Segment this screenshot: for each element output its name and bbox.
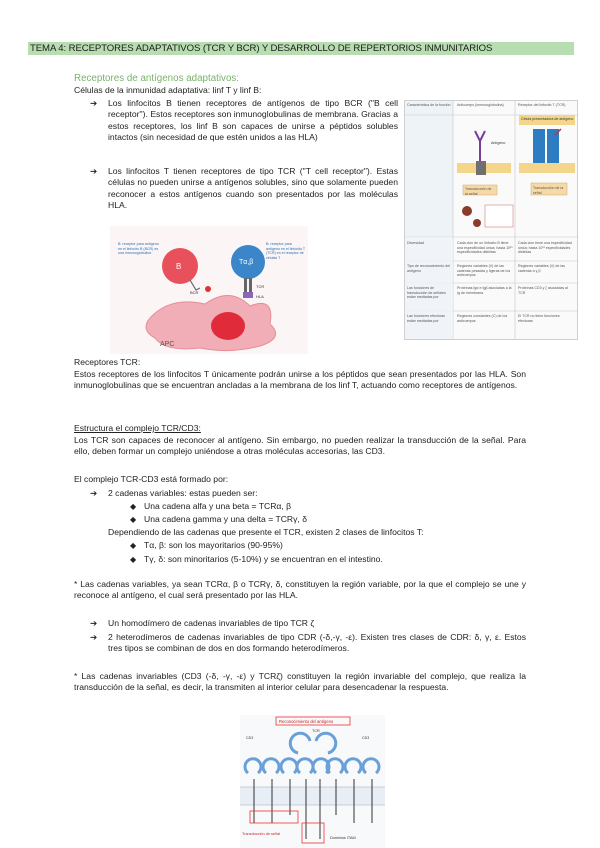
note-invariable-chains: * Las cadenas invariables (CD3 (-δ, -γ, -ε) y TCRζ) constituyen la región invariable del complejo, que realiza la transducción de la señal, es decir, la transmiten al interior celular para desencadenar la respuesta.: [74, 671, 526, 693]
comparison-figure: [404, 100, 578, 340]
complex-formed-text: El complejo TCR-CD3 está formado por:: [74, 474, 229, 484]
cd3-right-label: CD3: [362, 736, 370, 740]
antigen-label: Antígeno: [491, 141, 506, 145]
signal-transduction-label: Transducción de señal: [242, 832, 281, 836]
row-key-signaling: Las funciones de transducción de señales están mediadas por: [407, 286, 446, 300]
tcr-paragraph: Estos receptores de los linfocitos T únicamente podrán unirse a los péptidos que sean presentados por las HLA. Son inmunoglobulinas que se encuentran ancladas a la membrana de los linf T, actuando como receptores de antígenos.: [74, 369, 526, 391]
antigen-recognition-label: Reconocimiento del antígeno: [279, 719, 334, 724]
section-heading-antigen-receptors: Receptores de antígenos adaptativos:: [74, 73, 240, 84]
homodimer-item: ➔ Un homodímero de cadenas invariables de tipo TCR ζ: [90, 618, 315, 628]
row-a-diversity: Cada clon de un linfocito B tiene una especificidad única; hasta 10¹¹ especificidades distintas: [457, 241, 513, 255]
tcr-cd3-paragraph: Los TCR son capaces de reconocer al antígeno. Sin embargo, no pueden realizar la transducción de la señal. Para ello, deben formar un complejo uniéndose a otras moléculas accesorias, las CD3.: [74, 435, 526, 457]
b-cell-label: B: [176, 262, 182, 271]
arrow-icon: ➔: [90, 632, 98, 642]
row-key-diversity: Diversidad: [407, 241, 424, 245]
hla-label: HLA: [256, 294, 264, 299]
depending-text: Dependiendo de las cadenas que presente el TCR, existen 2 clases de linfocitos T:: [108, 527, 424, 537]
sub-item-t-gamma-delta: ◆ Tγ, δ: son minoritarios (5-10%) y se encuentran en el intestino.: [130, 554, 383, 564]
sub-item-t-alpha-beta: ◆ Tα, β: son los mayoritarios (90-95%): [130, 540, 283, 550]
arrow-icon: ➔: [90, 488, 98, 498]
tcr-cd3-complex-figure: [240, 715, 385, 848]
heterodimers-item: ➔ 2 heterodímeros de cadenas invariables de tipo CDR (-δ,-γ, -ε). Existen tres clases de CDR: δ, γ, ε. Estos tres tipos se combinan de dos en dos formando heterodímeros.: [90, 632, 526, 654]
diamond-bullet-icon: ◆: [130, 555, 137, 564]
tcr-label: TCR: [256, 284, 265, 289]
intro-text: Células de la inmunidad adaptativa: linf T y linf B:: [74, 85, 262, 95]
sub-item-gamma-delta: ◆ Una cadena gamma y una delta = TCRγ, δ: [130, 514, 307, 524]
bcr-label: BCR: [190, 290, 199, 295]
row-key-effector: Las funciones efectoras están mediadas por: [407, 314, 445, 323]
section-heading-tcr: Receptores TCR:: [74, 357, 141, 367]
col-header-tcr: Receptor del linfocito T (TCR): [518, 103, 566, 107]
bcr-note: B: receptor para antígeno en el linfocito B (BCR) es una inmunoglobulina: [118, 242, 159, 256]
sub-item-alpha-beta: ◆ Una cadena alfa y una beta = TCRα, β: [130, 501, 292, 511]
arrow-icon: ➔: [90, 98, 98, 108]
col-header-feature: Característica de la función: [407, 103, 451, 107]
diamond-bullet-icon: ◆: [130, 502, 137, 511]
arrow-icon: ➔: [90, 166, 98, 176]
row-a-signaling: Proteínas Igα e Igβ asociadas a la Ig de membrana: [457, 286, 512, 295]
tcr-figure-label: TCR: [312, 729, 320, 733]
variable-chains-item: ➔ 2 cadenas variables: estas pueden ser:: [90, 488, 258, 498]
arrow-icon: ➔: [90, 618, 98, 628]
cd3-left-label: CD3: [246, 736, 254, 740]
row-b-diversity: Cada clon tiene una especificidad única; hasta 10¹¹ especificidades distintas: [518, 241, 572, 255]
row-b-signaling: Proteínas CD3 y ζ asociadas al TCR: [518, 286, 568, 295]
diamond-bullet-icon: ◆: [130, 541, 137, 550]
row-a-recognition: Regiones variables (V) de las cadenas pesadas y ligeras de los anticuerpos: [457, 264, 511, 278]
t-cell-label: Tα,β: [239, 259, 254, 266]
col-header-antibody: Anticuerpo (inmunoglobulina): [457, 103, 504, 107]
note-variable-chains: * Las cadenas variables, ya sean TCRα, β o TCRγ, δ, constituyen la región variable, por la que el complejo se une y reconoce al antígeno, el cual será presentado por las HLA.: [74, 579, 526, 601]
itam-domains-label: Dominios ITAM: [330, 836, 356, 840]
apc-cell-label: Célula presentadora de antígeno: [521, 117, 574, 121]
row-key-recognition: Tipo de reconocimiento del antígeno: [407, 264, 451, 273]
diamond-bullet-icon: ◆: [130, 515, 137, 524]
row-b-effector: El TCR no tiene funciones efectoras: [518, 314, 560, 323]
bullet-bcr: ➔ Los linfocitos B tienen receptores de antígenos de tipo BCR ("B cell receptor"). Estos receptores son inmunoglobulinas de membrana. Gracias a estos receptores, los linf B son capaces de unirse a péptidos solubles intactos (sin necesidad de que estén unidos a las HLA): [90, 98, 398, 143]
section-heading-tcr-cd3: Estructura el complejo TCR/CD3:: [74, 423, 201, 433]
tcr-note: B: receptor para antígeno en el linfocito T (TCR) en el receptor de células T: [266, 242, 306, 260]
page-title: TEMA 4: RECEPTORES ADAPTATIVOS (TCR Y BCR) Y DESARROLLO DE REPERTORIOS INMUNITARIOS: [30, 43, 493, 54]
transduction-right: Transducción de la señal: [533, 186, 564, 195]
row-a-effector: Regiones constantes (C) de los anticuerpos: [457, 314, 508, 323]
bullet-tcr: ➔ Los linfocitos T tienen receptores de tipo TCR ("T cell receptor"). Estas células no pueden unirse a antígenos solubles, sino que solamente pueden reconocer a estos antígenos cuando son presentados por las moléculas HLA.: [90, 166, 398, 211]
apc-label: APC: [160, 341, 175, 348]
transduction-left: Transducción de la señal: [465, 187, 492, 196]
lymphocyte-receptors-figure: [110, 226, 308, 354]
comparison-figure-graphics: [405, 101, 577, 339]
row-b-recognition: Regiones variables (V) de las cadenas α y β: [518, 264, 565, 273]
